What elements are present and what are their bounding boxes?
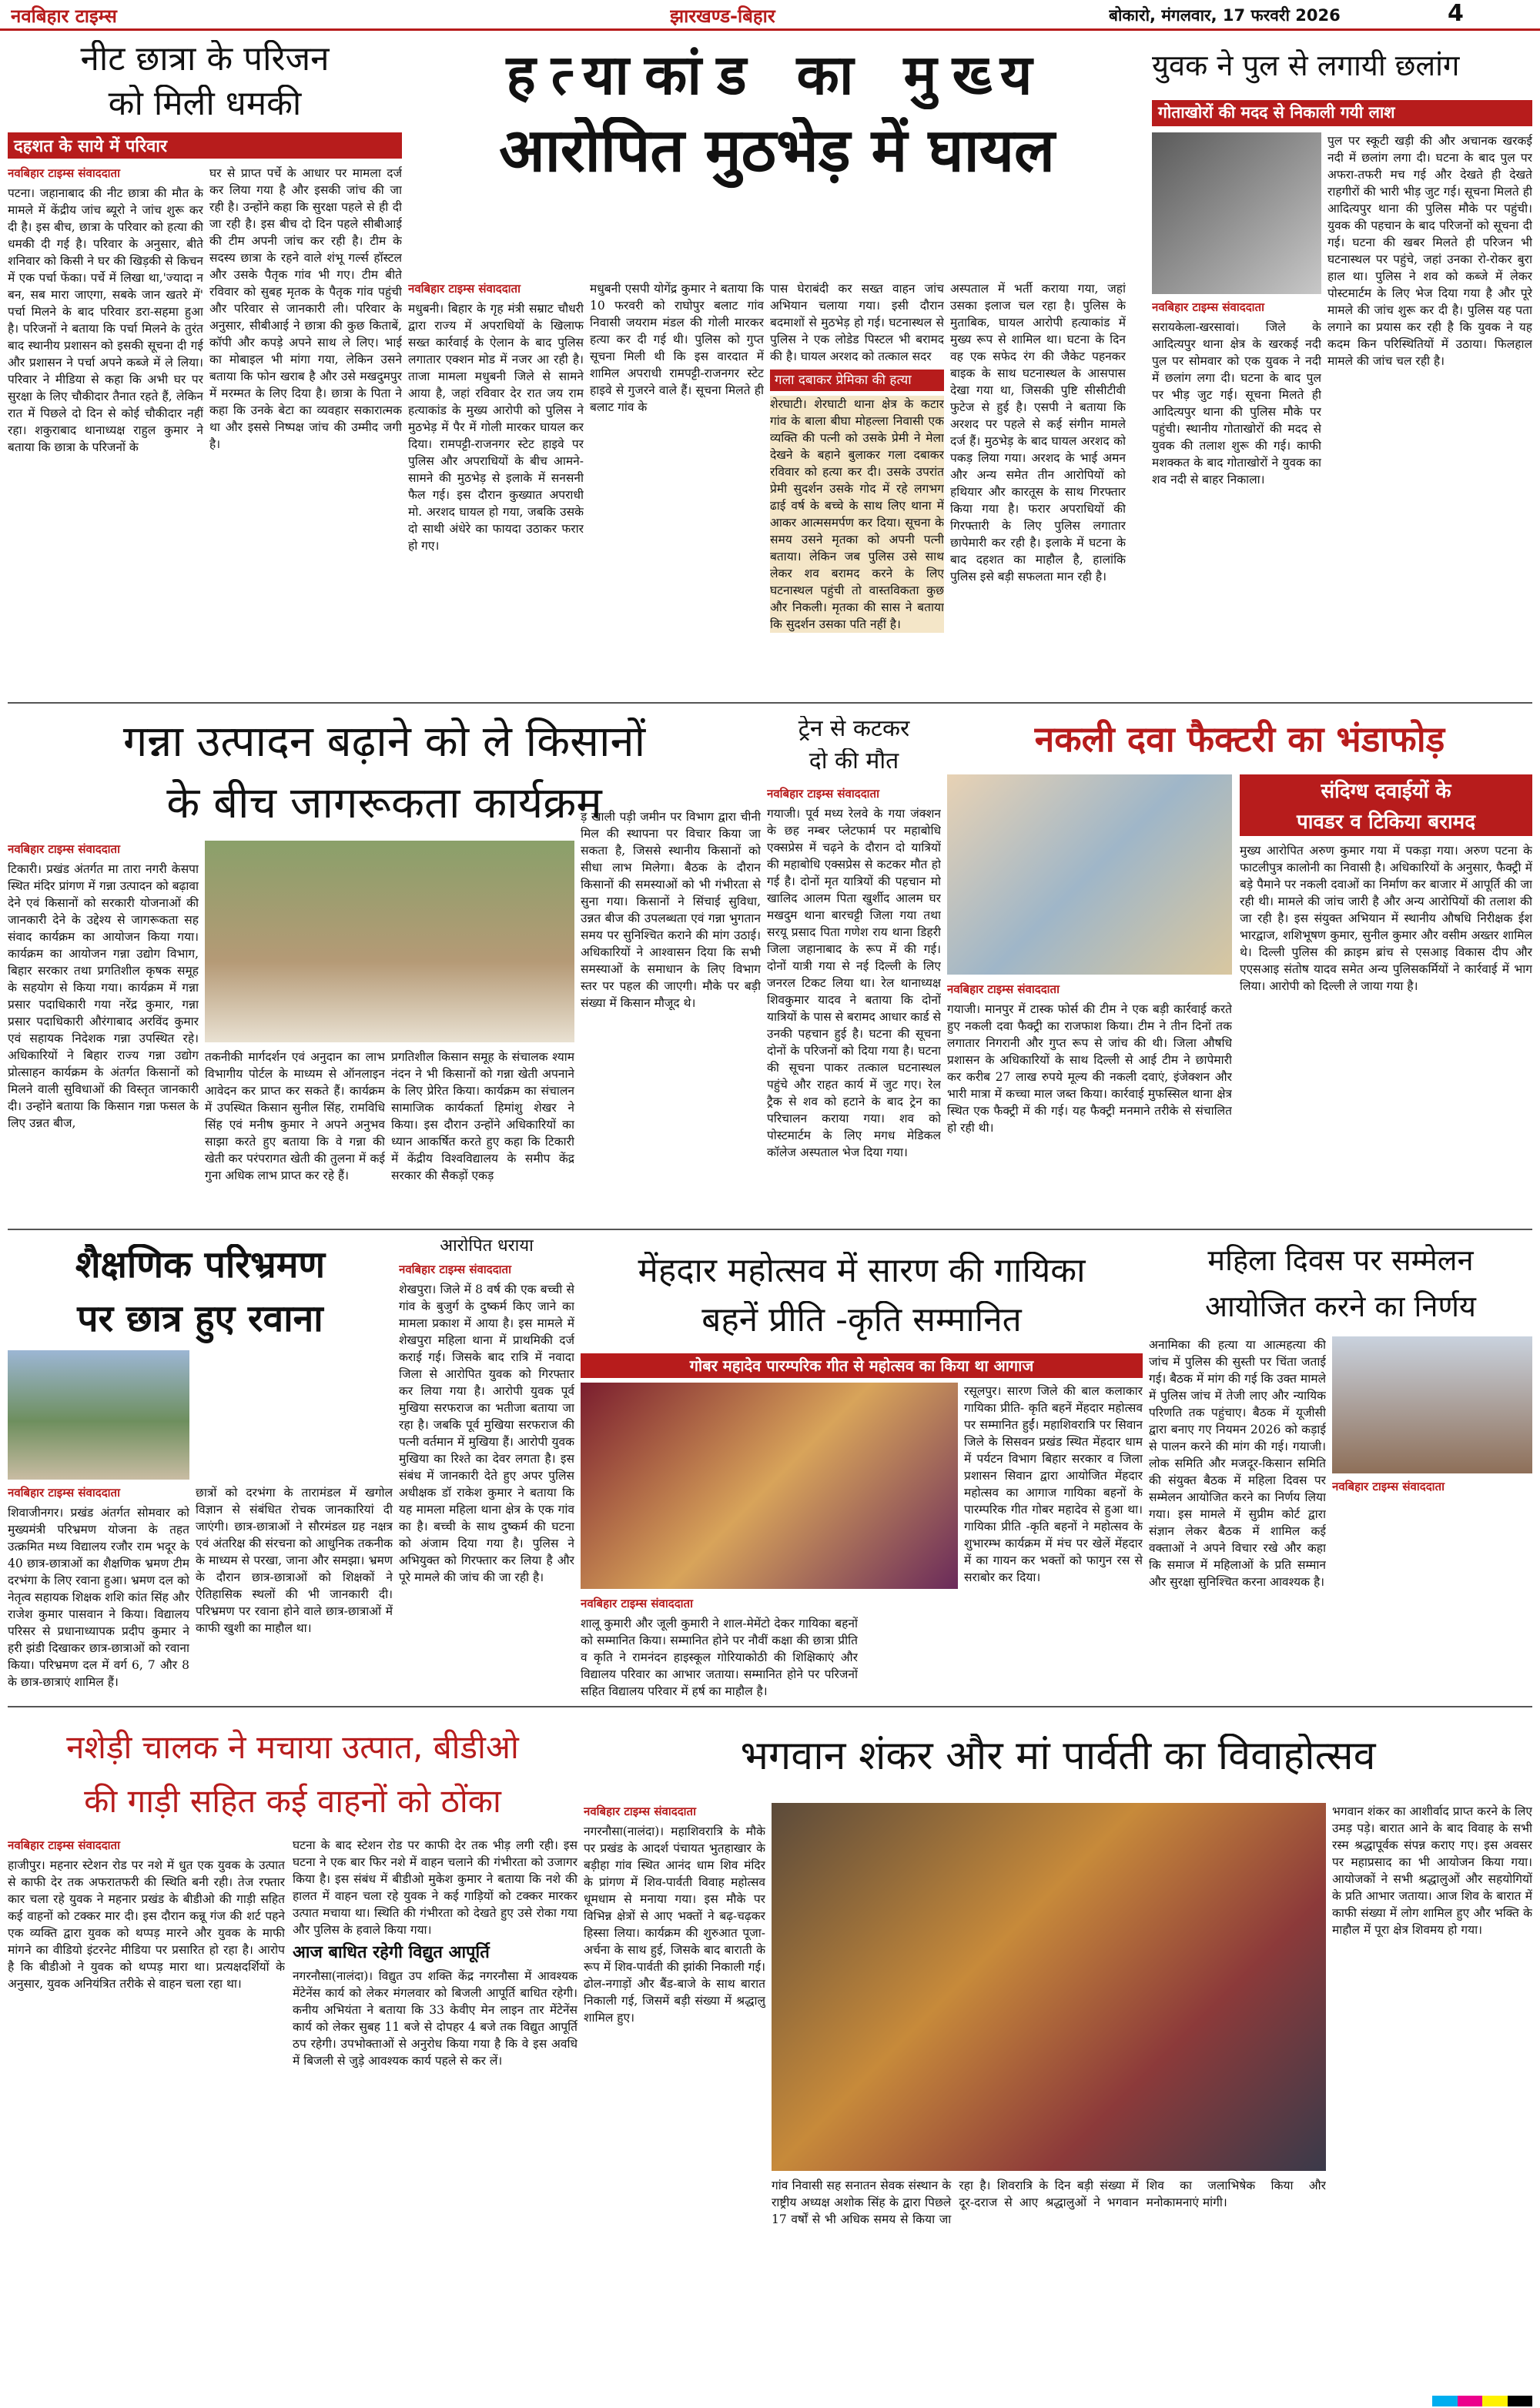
headline-line2: दो की मौत xyxy=(808,748,899,774)
col-3 xyxy=(391,1048,574,1226)
headline-line1: ट्रेन से कटकर xyxy=(798,716,910,742)
page-number: 4 xyxy=(1448,0,1464,27)
body-text: हाजीपुर। महनार स्टेशन रोड पर नशे में धुत एक युवक के उत्पात से काफी देर तक अफरातफरी की स्थिति बनी रही। तेज रफ्तार कार चला रहे युवक ने महनार प्रखंड के बीडीओ की गाड़ी सहित कई वाहनों को टक्कर मार दी। इस दौरान कन्नू गंज की शर्ट पहने एक व्यक्ति द्वारा युवक को थप्पड़ मारने और युवक के माफी मांगने का वीडियो इंटरनेट मीडिया पर प्रसारित हो रहा है। आरोप है कि बीडीओ ने युवक को थप्पड़ मारा था। प्रत्यक्षदर्शियों के अनुसार, युवक अनियंत्रित तरीके से वाहन चला रहा था। xyxy=(8,1858,285,1991)
body-text: घर से प्राप्त पर्चे के आधार पर मामला दर्ज कर लिया गया है और इसकी जांच की जा रही है। उन्होंने कहा कि सुरक्षा पहले से ही दी जा रही है। इस बीच दो दिन पहले सीबीआई की टीम अपनी जांच कर रही है। टीम के सदस्य छात्रा के रहने वाले शंभू गर्ल्स हॉस्टल और उसके पैतृक गांव भी गए। टीम बीते रविवार को सुबह मृतक के पैतृक गांव पहुंची और परिवार से जानकारी ली। परिवार के अनुसार, सीबीआई ने छात्रा की कुछ किताबें, कॉपी और कपड़े अपने साथ ले लिए। भाई का मोबाइल भी मांगा गया, लेकिन उसने बताया कि फोन खराब है और उसे मखदुमपुर में मरम्मत के लिए दिया है। छात्रा के पिता ने कहा कि उनके बेटा का व्यवहार सकारात्मक था और इससे निष्पक्ष जांच की उम्मीद जगी है। xyxy=(209,166,402,451)
body-text: नगरनौसा(नालंदा)। महाशिवरात्रि के मौके पर प्रखंड के आदर्श पंचायत भुतहाखार के बड़ीहा गांव स्थित आनंद धाम शिव मंदिर के प्रांगण में शिव-पार्वती विवाह महोत्सव धूमधाम से मनाया गया। इस मौके पर विभिन्न क्षेत्रों से आए भक्तों ने बढ़-चढ़कर हिस्सा लिया। कार्यक्रम की शुरुआत पूजा-अर्चना के साथ हुई, जिसके बाद बाराती के रूप में शिव-पार्वती की झांकी निकाली गई। ढोल-नगाड़ों और बैंड-बाजे के साथ बारात निकाली गई, जिसमें बड़ी संख्या में श्रद्धालु शामिल हुए। xyxy=(584,1824,765,2025)
col-1 xyxy=(947,981,1232,1226)
headline-line2: आयोजित करने का निर्णय xyxy=(1205,1290,1476,1323)
article-festival xyxy=(581,1233,1143,1703)
col-4 xyxy=(581,808,761,1226)
body-text: मधुबनी एसपी योगेंद्र कुमार ने बताया कि 10 फरवरी को राघोपुर बलाट गांव निवासी जयराम मंडल की गोली मारकर हत्या कर दी गई थी। पुलिस को गुप्त सूचना मिली थी कि इस वारदात में शामिल अपराधी रामपट्टी-राजनगर स्टेट हाइवे से गुजरने वाले हैं। सूचना मिलते ही बलाट गांव के xyxy=(590,282,764,414)
body-text: तकनीकी मार्गदर्शन एवं अनुदान का लाभ विभागीय पोर्टल के माध्यम से ऑनलाइन आवेदन कर प्राप्त कर सकते हैं। कार्यक्रम में उपस्थित किसान सुनील सिंह, रामविधि सिंह एवं मनीष कुमार ने अपने अनुभव साझा करते हुए बताया कि वे गन्ना की खेती कर परंपरागत खेती की तुलना में कई गुना अधिक लाभ प्राप्त कर रहे हैं। xyxy=(205,1050,385,1182)
byline: नवबिहार टाइम्स संवाददाता xyxy=(8,166,120,180)
sub-headline: गला दबाकर प्रेमिका की हत्या xyxy=(770,370,944,391)
color-registration-marks xyxy=(1432,2396,1532,2406)
col-1 xyxy=(8,1837,285,2396)
headline: भगवान शंकर और मां पार्वती का विवाहोत्सव xyxy=(740,1734,1376,1779)
subhead-strip-1: संदिग्ध दवाईयों के xyxy=(1240,774,1532,805)
byline: नवबिहार टाइम्स संवाददाता xyxy=(584,1804,696,1818)
byline: नवबिहार टाइम्स संवाददाता xyxy=(8,1838,120,1852)
col-2 xyxy=(205,1048,385,1226)
headline: युवक ने पुल से लगायी छलांग xyxy=(1152,49,1460,82)
news-photo xyxy=(947,774,1232,975)
col-1 xyxy=(8,1484,189,1703)
col-1 xyxy=(399,1261,574,1703)
col-3 xyxy=(770,280,944,696)
article-encounter xyxy=(408,34,1146,702)
byline: नवबिहार टाइम्स संवाददाता xyxy=(767,787,879,801)
col-1 xyxy=(584,1803,765,2396)
body-text: शिवाजीनगर। प्रखंड अंतर्गत सोमवार को मुख्यमंत्री परिभ्रमण योजना के तहत उत्क्रमित मध्य विद्यालय रजौर राम भदूर के 40 छात्र-छात्राओं का शैक्षणिक भ्रमण टीम दरभंगा के लिए रवाना हुआ। भ्रमण दल को नेतृत्व सहायक शिक्षक शशि कांत सिंह और राजेश कुमार पासवान ने किया। विद्यालय परिसर से प्रधानाध्यापक प्रदीप कुमार ने हरी झंडी दिखाकर छात्र-छात्राओं को रवाना किया। परिभ्रमण दल में वर्ग 6, 7 और 8 के छात्र-छात्राएं शामिल हैं। xyxy=(8,1506,189,1689)
body-text: घटना के बाद स्टेशन रोड पर काफी देर तक भीड़ लगी रही। इस घटना ने एक बार फिर नशे में वाहन चलाने की गंभीरता को उजागर किया है। इस संबंध में बीडीओ मुकेश कुमार ने बताया कि नशे की हालत में वाहन चला रहे युवक ने कई गाड़ियों को टक्कर मारकर उत्पात मचाया था। स्थिति की गंभीरता को देखते हुए उसे रोका गया और पुलिस के हवाले किया गया। xyxy=(293,1838,578,1937)
body-text: छात्रों को दरभंगा के तारामंडल में खगोल विज्ञान से संबंधित रोचक जानकारियां दी जाएंगी। छात्र-छात्राओं ने सौरमंडल ग्रह नक्षत्र एवं अंतरिक्ष की संरचना को आधुनिक तकनीक के माध्यम से परखा, जाना और समझा। भ्रमण के दौरान छात्र-छात्राओं को शिक्षकों ने ऐतिहासिक स्थलों की भी जानकारी दी। परिभ्रमण पर रवाना होने वाले छात्र-छात्राओं में काफी खुशी का माहौल था। xyxy=(196,1486,393,1635)
headline-line2: आरोपित मुठभेड़ में घायल xyxy=(499,117,1055,186)
col-1 xyxy=(8,165,203,696)
article-arrest xyxy=(399,1233,574,1703)
col-1 xyxy=(964,1383,1143,1589)
headline-line1: मेंहदार महोत्सव में सारण की गायिका xyxy=(638,1252,1086,1290)
byline: नवबिहार टाइम्स संवाददाता xyxy=(408,282,521,296)
headline-line1: शैक्षणिक परिभ्रमण xyxy=(75,1244,326,1286)
masthead-title: नवबिहार टाइम्स xyxy=(11,5,117,27)
headline-line2: की गाड़ी सहित कई वाहनों को ठोंका xyxy=(84,1783,501,1820)
body-text: मधुबनी। बिहार के गृह मंत्री सम्राट चौधरी द्वारा राज्य में अपराधियों के खिलाफ सख्त कार्रवाई के ऐलान के बाद पुलिस लगातार एक्शन मोड में नजर आ रही है। ताजा मामला मधुबनी जिले से सामने आया है, जहां रविवार देर रात जय राम हत्याकांड के मुख्य आरोपी को पुलिस ने मुठभेड़ में पैर में गोली मारकर घायल कर दिया। रामपट्टी-राजनगर स्टेट हाइवे पर पुलिस और अपराधियों के बीच आमने-सामने की मुठभेड़ से इलाके में सनसनी फैल गई। इस दौरान कुख्यात अपराधी मो. अरशद घायल हो गया, जबकि उसके दो साथी अंधेरे का फायदा उठाकर फरार हो गए। xyxy=(408,302,584,553)
col-1 xyxy=(767,785,941,1226)
col-1 xyxy=(408,280,584,696)
news-photo xyxy=(581,1383,958,1589)
byline: नवबिहार टाइम्स संवाददाता xyxy=(8,1486,120,1500)
headline-line1: हत्याकांड का मुख्य xyxy=(506,43,1048,107)
headline: नकली दवा फैक्टरी का भंडाफोड़ xyxy=(1034,719,1445,760)
article-neet xyxy=(8,34,402,702)
body-text: नगरनौसा(नालंदा)। विद्युत उप शक्ति केंद्र नगरनौसा में आवश्यक मेंटेनेंस कार्य को लेकर मंगलवार को बिजली आपूर्ति बाधित रहेगी। कनीय अभियंता ने बताया कि 33 केवीए मेन लाइन तार मेंटेनेंस कार्य को लेकर सुबह 11 बजे से दोपहर 4 बजे तक विद्युत आपूर्ति ठप रहेगी। उपभोक्ताओं से अनुरोध किया गया है कि वे इस अवधि में बिजली से जुड़े आवश्यक कार्य पहले से कर लें। xyxy=(293,1969,578,2068)
byline: नवबिहार टाइम्स संवाददाता xyxy=(8,842,120,856)
body-text: अनामिका की हत्या या आत्महत्या की जांच में पुलिस की सुस्ती पर चिंता जताई गई। बैठक में मांग की गई कि उक्त मामले में पुलिस जांच में तेजी लाए और न्यायिक परिणति तक पहुंचाए। बैठक में यूजीसी द्वारा बनाए गए नियमन 2026 को कड़ाई से पालन करने की मांग की गई। गयाजी। लोक समिति और मजदूर-किसान समिति की संयुक्त बैठक में महिला दिवस पर सम्मेलन आयोजित करने का निर्णय लिया गया। इस मामले में सुप्रीम कोर्ट द्वारा संज्ञान लेकर बैठक में शामिल कई वक्ताओं ने अपने विचार रखे और कहा कि समाज में महिलाओं के प्रति सम्मान और सुरक्षा सुनिश्चित करना आवश्यक है। xyxy=(1149,1338,1326,1589)
body-text: पटना। जहानाबाद की नीट छात्रा की मौत के मामले में केंद्रीय जांच ब्यूरो ने जांच शुरू कर दी है। इस बीच, छात्रा के परिवार को हत्या की धमकी दी गई है। परिवार के अनुसार, बीते शनिवार को किसी ने घर की खिड़की से किचन में एक पर्चा फेंका। पर्चे में लिखा था,'ज्यादा न बन, सब मारा जाएगा, सबके जान खतरे में' पर्चा मिलने के बाद परिवार डरा-सहमा हुआ है। परिजनों ने बताया कि पर्चा मिलने के तुरंत बाद स्थानीय प्रशासन को इसकी सूचना दी गई और प्रशासन ने पर्चा अपने कब्जे में ले लिया। परिवार ने मीडिया से कहा कि अभी घर पर सुरक्षा के लिए चौकीदार तैनात रहते हैं, लेकिन रात में पिछले दो दिन से कोई चौकीदार नहीं रहा। शकुराबाद थानाध्यक्ष राहुल कुमार ने बताया कि छात्रा के परिजनों के xyxy=(8,186,203,454)
byline: नवबिहार टाइम्स संवाददाता xyxy=(399,1263,511,1276)
headline-line2: के बीच जागरूकता कार्यक्रम xyxy=(166,779,602,828)
news-photo xyxy=(205,841,574,1042)
body-text: पास घेराबंदी कर सख्त वाहन जांच अभियान चलाया गया। इसी दौरान बदमाशों से मुठभेड़ हो गई। घटनास्थल से पुलिस ने एक लोडेड पिस्टल भी बरामद की है। घायल अरशद को तत्काल सदर xyxy=(770,282,944,363)
article-train xyxy=(767,708,941,1226)
byline: नवबिहार टाइम्स संवाददाता xyxy=(581,1597,693,1610)
body-text: गयाजी। मानपुर में टास्क फोर्स की टीम ने एक बड़ी कार्रवाई करते हुए नकली दवा फैक्ट्री का राजफाश किया। टीम ने तीन दिनों तक लगातार निगरानी और गुप्त रूप से जांच की थी। जिला औषधि प्रशासन के अधिकारियों के साथ दिल्ली से आई टीम ने छापेमारी कर करीब 27 लाख रुपये मूल्य की नकली दवाएं, इंजेक्शन और भारी मात्रा में कच्चा माल जब्त किया। कार्रवाई मुफस्सिल थाना क्षेत्र स्थित एक फैक्ट्री में की गई। यह फैक्ट्री मनमाने तरीके से संचालित हो रही थी। xyxy=(947,1002,1232,1135)
byline: नवबिहार टाइम्स संवाददाता xyxy=(1332,1480,1445,1493)
divider xyxy=(8,1229,1532,1230)
subhead-strip: गोबर महादेव पारम्परिक गीत से महोत्सव का किया था आगाज xyxy=(581,1353,1143,1378)
headline-line1: महिला दिवस पर सम्मेलन xyxy=(1207,1244,1474,1277)
article-bridge-jump xyxy=(1152,34,1532,702)
headline-line2: को मिली धमकी xyxy=(108,85,302,123)
body-text: भगवान शंकर का आशीर्वाद प्राप्त करने के लिए उमड़ पड़े। बारात आने के बाद विवाह के सभी रस्म श्रद्धापूर्वक संपन्न कराए गए। इस अवसर पर महाप्रसाद का भी आयोजन किया गया। आयोजकों ने सभी श्रद्धालुओं और सहयोगियों के प्रति आभार जताया। आज शिव के बारात में काफी संख्या में लोग शामिल हुए और भक्ति के माहौल में पूरा क्षेत्र शिवमय हो गया। xyxy=(1332,1804,1532,1937)
col-2 xyxy=(209,165,402,696)
col-2 xyxy=(1332,1478,1532,1703)
article-excursion xyxy=(8,1233,393,1703)
news-photo xyxy=(1332,1336,1532,1473)
headline-line2: पर छात्र हुए रवाना xyxy=(77,1298,323,1340)
article-shiva-wedding xyxy=(584,1711,1532,2396)
headline-line1: गन्ना उत्पादन बढ़ाने को ले किसानों xyxy=(122,717,646,767)
body-text: मुख्य आरोपित अरुण कुमार गया में पकड़ा गया। अरुण पटना के फाटलीपुत्र कालोनी का निवासी है। अधिकारियों के अनुसार, फैक्ट्री में बड़े पैमाने पर नकली दवाओं का निर्माण कर बाजार में आपूर्ति की जा रही थी। मामले की जांच जारी है और अन्य आरोपियों की तलाश की जा रही है। इस संयुक्त अभियान में स्थानीय औषधि निरीक्षक ईश भारद्वाज, शशिभूषण कुमार, सुनील कुमार और वसीम अख्तर शामिल थे। दिल्ली पुलिस की क्राइम ब्रांच से एसआइ विकास दीप और एएसआइ संतोष यादव समेत अन्य पुलिसकर्मियों ने कार्रवाई में भाग लिया। आरोपी को दिल्ली ले जाया गया है। xyxy=(1240,844,1532,993)
article-womens-day xyxy=(1149,1233,1532,1703)
article-drunk-driver xyxy=(8,1711,578,2396)
subhead-strip: गोताखोरों की मदद से निकाली गयी लाश xyxy=(1152,100,1532,126)
subhead-strip: दहशत के साये में परिवार xyxy=(8,132,402,159)
col-2 xyxy=(293,1837,578,2396)
subhead-strip-2: पावडर व टिकिया बरामद xyxy=(1240,805,1532,836)
body-text: गयाजी। पूर्व मध्य रेलवे के गया जंक्शन के छह नम्बर प्लेटफार्म पर महाबोधि एक्सप्रेस में चढ़ने के दौरान दो यात्रियों की महाबोधि एक्सप्रेस से कटकर मौत हो गई है। दोनों मृत यात्रियों की पहचान मो खालिद आलम पिता खुर्शीद आलम घर मखदुम थाना बारचट्टी जिला गया तथा सरयू प्रसाद पिता गणेश राय थाना डिहरी जिला जहानाबाद के रूप में की गई। दोनों यात्री गया से नई दिल्ली के लिए जनरल टिकट लिया था। रेल थानाध्यक्ष शिवकुमार यादव ने बताया कि दोनों यात्रियों के पास से बरामद आधार कार्ड से उनकी पहचान हुई है। घटना की सूचना दोनों के परिजनों को दिया गया है। घटना की सूचना पाकर तत्काल घटनास्थल पहुंचे और राहत कार्य में जुट गए। रेल ट्रैक से शव को हटाने के बाद ट्रेन का परिचालन कराया गया। शव को पोस्टमार्टम के लिए मगध मेडिकल कॉलेज अस्पताल भेज दिया गया। xyxy=(767,807,941,1159)
news-photo xyxy=(8,1350,189,1480)
col-1 xyxy=(8,841,199,1226)
sub-headline: आज बाधित रहेगी विद्युत आपूर्ति xyxy=(293,1943,490,1962)
body-text: शालू कुमारी और जूली कुमारी ने शाल-मेमेंटो देकर गायिका बहनों को सम्मानित किया। सम्मानित होने पर नौवीं कक्षा की छात्रा प्रीति व कृति ने रामनंदन हाइस्कूल गोरियाकोठी की शिक्षिकाएं और विद्यालय परिवार का आभार जताया। सम्मानित होने पर परिजनों सहित विद्यालय परिवार में हर्ष का माहौल है। xyxy=(581,1617,858,1698)
col-1 xyxy=(1152,299,1321,696)
page-header xyxy=(0,0,1540,31)
col-4 xyxy=(950,280,1126,696)
body-text: सरायकेला-खरसावां। जिले के आदित्यपुर थाना क्षेत्र के खरकई नदी पुल पर सोमवार को एक युवक ने नदी में छलांग लगा दी। घटना के बाद पुल पर भीड़ जुट गई। सूचना मिलते ही आदित्यपुर थाना की पुलिस मौके पर पहुंची। स्थानीय गोताखोरों की मदद से युवक की तलाश शुरू की गई। काफी मशक्कत के बाद गोताखोरों ने युवक का शव नदी से बाहर निकाला। xyxy=(1152,320,1321,487)
body-text: शेखपुरा। जिले में 8 वर्ष की एक बच्ची से गांव के बुजुर्ग के दुष्कर्म किए जाने का मामला प्रकाश में आया है। इस मामले में शेखपुरा महिला थाना में प्राथमिकी दर्ज कराई गई। जिसके बाद रात्रि में नवादा जिला से आरोपित युवक को गिरफ्तार कर लिया गया है। आरोपी युवक पूर्व मुखिया सरफराज का भतीजा बताया जा रहा है। जबकि पूर्व मुखिया सरफराज की पत्नी वर्तमान में मुखिया हैं। आरोपी युवक मुखिया का रिश्ते का देवर लगता है। इस संबंध में जानकारी देते हुए अपर पुलिस अधीक्षक डॉ राकेश कुमार ने बताया कि यह मामला महिला थाना क्षेत्र के एक गांव का है। बच्ची के साथ दुष्कर्म की घटना को अंजाम दिया गया है। पुलिस ने अभियुक्त को गिरफ्तार कर लिया है और पूरे मामले की जांच की जा रही है। xyxy=(399,1283,574,1584)
headline-line2: बहनें प्रीति -कृति सम्मानित xyxy=(701,1301,1022,1339)
body-text: गांव निवासी सह सनातन सेवक संस्थान के राष्ट्रीय अध्यक्ष अशोक सिंह के द्वारा पिछले 17 वर्षों से भी अधिक समय से किया जा रहा है। शिवरात्रि के दिन बड़ी संख्या में दूर-दराज से आए श्रद्धालुओं ने भगवान शिव का जलाभिषेक किया और मनोकामनाएं मांगी। xyxy=(772,2179,1326,2226)
col-3 xyxy=(1332,1803,1532,2396)
divider xyxy=(8,1706,1532,1707)
body-text: अस्पताल में भर्ती कराया गया, जहां उसका इलाज चल रहा है। पुलिस के मुताबिक, घायल आरोपी हत्याकांड में मुख्य रूप से शामिल था। घटना के दिन वह एक सफेद रंग की जैकेट पहनकर बाइक के साथ घटनास्थल के आसपास देखा गया था, जिसकी पुष्टि सीसीटीवी फुटेज से हुई है। एसपी ने बताया कि अरशद पर पहले से कई संगीन मामले दर्ज हैं। मुठभेड़ के बाद घायल अरशद को पकड़ लिया गया। अरशद के भाई अमन और अन्य समेत तीन आरोपियों को हथियार और कारतूस के साथ गिरफ्तार किया गया है। फरार अपराधियों की गिरफ्तारी के लिए पुलिस लगातार छापेमारी कर रही है। इलाके में घटना के बाद दहशत का माहौल है, हालांकि पुलिस इसे बड़ी सफलता मान रही है। xyxy=(950,282,1126,584)
body-text: प्रगतिशील किसान समूह के संचालक श्याम नंदन ने भी किसानों को गन्ना खेती अपनाने के लिए प्रेरित किया। कार्यक्रम का संचालन सामाजिक कार्यकर्ता हिमांशु शेखर ने किया। इस दौरान उन्होंने अधिकारियों का ध्यान आकर्षित करते हुए कहा कि टिकारी में केंद्रीय विश्वविद्यालय के समीप केंद्र सरकार की सैकड़ों एकड़ xyxy=(391,1050,574,1182)
divider xyxy=(8,702,1532,704)
col-2 xyxy=(772,2177,1326,2396)
col-1 xyxy=(1149,1336,1326,1703)
body-text: पुल पर स्कूटी खड़ी की और अचानक खरकई नदी में छलांग लगा दी। घटना के बाद पुल पर अफरा-तफरी मच गई और देखते ही देखते राहगीरों की भारी भीड़ जुट गई। सूचना मिलते ही आदित्यपुर थाना की पुलिस मौके पर पहुंची। युवक की पहचान के बाद परिजनों को सूचना दी गई। घटना की खबर मिलते ही परिजन भी घटनास्थल पर पहुंचे, जहां उनका रो-रोकर बुरा हाल था। पुलिस ने शव को कब्जे में लेकर पोस्टमार्टम के लिए भेज दिया गया है और पूरे मामले की जांच शुरू कर दी है। पुलिस यह पता लगाने का प्रयास कर रही है कि युवक ने यह कदम किन परिस्थितियों में उठाया। फिलहाल मामले की जांच चल रही है। xyxy=(1327,134,1532,368)
col-2 xyxy=(1327,132,1532,696)
news-photo xyxy=(772,1803,1326,2171)
body-text: टिकारी। प्रखंड अंतर्गत मा तारा नगरी केसपा स्थित मंदिर प्रांगण में गन्ना उत्पादन को बढ़ावा देने एवं किसानों को सरकारी योजनाओं की जानकारी देने के उद्देश्य से जागरूकता सह संवाद कार्यक्रम का आयोजन किया गया। कार्यक्रम का आयोजन गन्ना उद्योग विभाग, बिहार सरकार तथा प्रगतिशील कृषक समूह के सहयोग से किया गया। कार्यक्रम में गन्ना प्रसार पदाधिकारी गया नरेंद्र कुमार, गन्ना प्रसार पदाधिकारी औरंगाबाद अरविंद कुमार एवं सहायक निदेशक गन्ना उपस्थित रहे। अधिकारियों ने बिहार राज्य गन्ना उद्योग प्रोत्साहन कार्यक्रम के अंतर्गत किसानों को मिलने वाली सुविधाओं की विस्तृत जानकारी दी। उन्होंने बताया कि किसान गन्ना फसल के लिए उन्नत बीज, xyxy=(8,862,199,1130)
article-sugarcane xyxy=(8,708,761,1226)
headline-line1: नशेड़ी चालक ने मचाया उत्पात, बीडीओ xyxy=(66,1729,519,1766)
body-text: शेरघाटी। शेरघाटी थाना क्षेत्र के कटार गांव के बाला बीघा मोहल्ला निवासी एक व्यक्ति की पत्नी को उसके प्रेमी ने मेला देखने के बहाने बुलाकर गला दबाकर रविवार को हत्या कर दी। उसके उपरांत प्रेमी सुदर्शन उसके गोद में रहे लगभग ढाई वर्ष के बच्चे के साथ लिए थाना में आकर आत्मसमर्पण कर दिया। सूचना के समय उसने मृतका को अपनी पत्नी बताया। लेकिन जब पुलिस उसे साथ लेकर शव बरामद करने के लिए घटनास्थल पहुंची तो वास्तविकता कुछ और निकली। मृतका की सास ने बताया कि सुदर्शन उसका पति नहीं है। xyxy=(770,397,944,631)
col-2 xyxy=(1240,842,1532,1226)
col-2 xyxy=(590,280,764,696)
col-2 xyxy=(196,1484,393,1703)
dateline: बोकारो, मंगलवार, 17 फरवरी 2026 xyxy=(1109,6,1341,25)
headline: आरोपित धराया xyxy=(440,1236,534,1256)
col-2 xyxy=(581,1595,858,1703)
article-fake-drugs xyxy=(947,708,1532,1226)
byline: नवबिहार टाइम्स संवाददाता xyxy=(947,982,1060,996)
body-text: ड़ खाली पड़ी जमीन पर विभाग द्वारा चीनी मिल की स्थापना पर विचार किया जा सकता है, जिससे स्थानीय किसानों को सीधा लाभ मिलेगा। बैठक के दौरान किसानों की समस्याओं को भी गंभीरता से सुना गया। किसानों ने सिंचाई सुविधा, उन्नत बीज की उपलब्धता एवं गन्ना भुगतान समय पर सुनिश्चित कराने की मांग उठाई। अधिकारियों ने आश्वासन दिया कि सभी समस्याओं के समाधान के लिए विभाग स्तर पर पहल की जाएगी। मौके पर बड़ी संख्या में किसान मौजूद थे। xyxy=(581,810,761,1010)
headline-line1: नीट छात्रा के परिजन xyxy=(80,40,330,79)
section-label: झारखण्ड-बिहार xyxy=(670,5,775,27)
byline: नवबिहार टाइम्स संवाददाता xyxy=(1152,300,1264,314)
news-photo xyxy=(1152,132,1321,294)
body-text: रसूलपुर। सारण जिले की बाल कलाकार गायिका प्रीति- कृति बहनें मेंहदार महोत्सव पर सम्मानित हुईं। महाशिवरात्रि पर सिवान जिले के सिसवन प्रखंड स्थित मेंहदार धाम में पर्यटन विभाग बिहार सरकार व जिला प्रशासन सिवान द्वारा आयोजित मेंहदार महोत्सव का आगाज गायिका बहनों के पारम्परिक गीत गोबर महादेव से हुआ था। गायिका प्रीति -कृति बहनों ने महोत्सव के शुभारम्भ कार्यक्रम में मंच पर खेलें मेंहदार में का गायन कर भक्तों को फागुन रस से सराबोर कर दिया। xyxy=(964,1384,1143,1584)
